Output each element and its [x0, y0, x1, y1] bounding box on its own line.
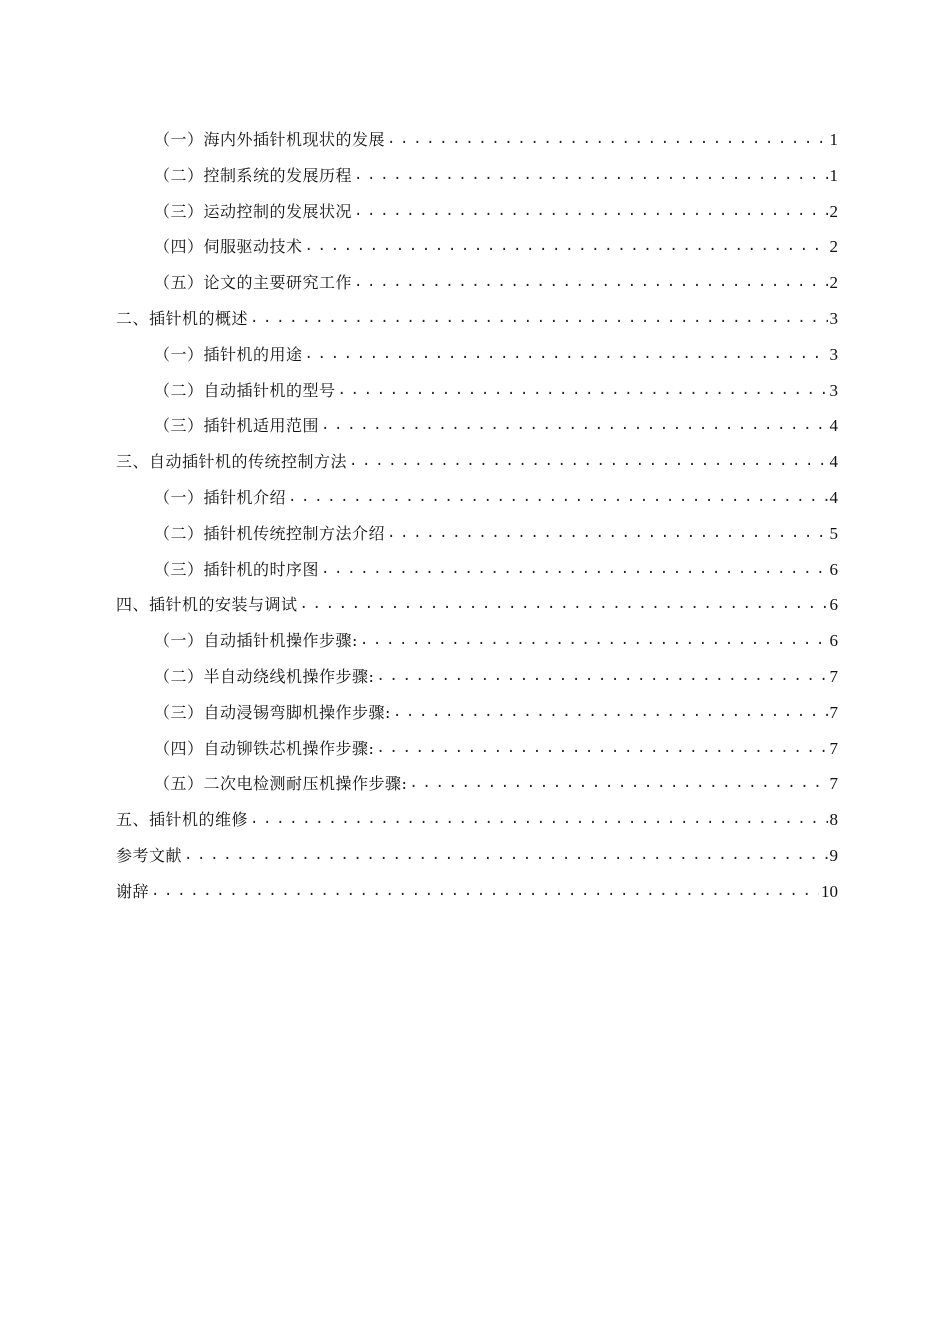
- toc-entry-title: （二）自动插针机的型号: [154, 380, 336, 400]
- toc-dot-leader: [387, 516, 827, 552]
- toc-entry[interactable]: [116, 444, 838, 480]
- toc-dot-leader: [376, 731, 827, 767]
- toc-dot-leader: [354, 158, 827, 194]
- toc-entry-title: （二）插针机传统控制方法介绍: [154, 523, 386, 543]
- toc-entry-title: （一）插针机的用途: [154, 344, 303, 364]
- toc-entry[interactable]: [116, 408, 838, 444]
- toc-entry[interactable]: [116, 373, 838, 409]
- table-of-contents: [116, 122, 838, 910]
- toc-entry[interactable]: [116, 480, 838, 516]
- toc-entry[interactable]: [116, 516, 838, 552]
- toc-entry-page: 1: [829, 130, 838, 149]
- toc-entry-page: 6: [829, 595, 838, 615]
- toc-entry-page: 4: [829, 452, 838, 472]
- toc-entry-page: 2: [829, 273, 838, 293]
- toc-dot-leader: [305, 229, 828, 265]
- toc-entry-page: 6: [829, 631, 838, 651]
- toc-entry[interactable]: [116, 337, 838, 373]
- toc-dot-leader: [354, 265, 827, 301]
- toc-entry-title: （三）运动控制的发展状况: [154, 201, 353, 221]
- toc-entry-page: 3: [829, 380, 838, 400]
- toc-entry[interactable]: [116, 802, 838, 838]
- toc-entry-page: 3: [829, 308, 838, 328]
- toc-entry-page: 1: [829, 165, 838, 185]
- toc-dot-leader: [184, 838, 827, 874]
- toc-dot-leader: [360, 623, 828, 659]
- toc-entry-title: 参考文献: [116, 845, 183, 865]
- toc-entry-page: 7: [829, 738, 838, 758]
- toc-entry-page: 4: [829, 416, 838, 436]
- toc-entry-title: （三）插针机的时序图: [154, 559, 320, 579]
- toc-entry-page: 6: [829, 559, 838, 579]
- toc-entry-title: （二）控制系统的发展历程: [154, 165, 353, 185]
- toc-entry[interactable]: [116, 838, 838, 874]
- toc-entry-page: 9: [829, 845, 838, 865]
- toc-entry-title: （三）自动浸锡弯脚机操作步骤:: [154, 702, 391, 722]
- toc-entry-title: （五）二次电检测耐压机操作步骤:: [154, 774, 408, 794]
- toc-entry-title: （一）插针机介绍: [154, 487, 287, 507]
- toc-dot-leader: [376, 659, 827, 695]
- toc-entry[interactable]: [116, 229, 838, 265]
- toc-entry-page: 3: [829, 344, 838, 364]
- toc-dot-leader: [305, 337, 828, 373]
- toc-entry-title: （一）自动插针机操作步骤:: [154, 631, 358, 651]
- toc-entry[interactable]: [116, 158, 838, 194]
- toc-entry[interactable]: [116, 301, 838, 337]
- toc-entry-title: （四）伺服驱动技术: [154, 237, 303, 257]
- toc-dot-leader: [387, 122, 827, 158]
- toc-dot-leader: [393, 695, 828, 731]
- toc-entry-title: 四、插针机的安装与调试: [116, 595, 298, 615]
- toc-dot-leader: [354, 194, 827, 230]
- toc-entry[interactable]: [116, 552, 838, 588]
- toc-dot-leader: [300, 587, 828, 623]
- toc-entry-page: 2: [829, 237, 838, 257]
- toc-entry-title: 三、自动插针机的传统控制方法: [116, 452, 348, 472]
- toc-dot-leader: [288, 480, 827, 516]
- toc-entry[interactable]: [116, 265, 838, 301]
- toc-dot-leader: [250, 802, 827, 838]
- toc-entry[interactable]: [116, 587, 838, 623]
- toc-dot-leader: [151, 874, 819, 910]
- toc-entry[interactable]: [116, 695, 838, 731]
- toc-entry-title: （四）自动铆铁芯机操作步骤:: [154, 738, 375, 758]
- toc-entry-page: 2: [829, 201, 838, 221]
- toc-entry-page: 8: [829, 810, 838, 830]
- toc-entry-page: 7: [829, 774, 838, 794]
- toc-entry-page: 5: [829, 523, 838, 543]
- toc-entry[interactable]: [116, 874, 838, 910]
- toc-dot-leader: [338, 373, 828, 409]
- toc-entry-title: （一）海内外插针机现状的发展: [154, 130, 386, 149]
- toc-entry[interactable]: [116, 623, 838, 659]
- toc-entry-page: 4: [829, 487, 838, 507]
- toc-entry[interactable]: [116, 731, 838, 767]
- toc-dot-leader: [409, 766, 827, 802]
- toc-entry-title: （二）半自动绕线机操作步骤:: [154, 666, 375, 686]
- toc-dot-leader: [321, 552, 827, 588]
- toc-dot-leader: [321, 408, 827, 444]
- toc-entry[interactable]: [116, 766, 838, 802]
- toc-entry-title: 五、插针机的维修: [116, 810, 249, 830]
- toc-dot-leader: [349, 444, 827, 480]
- toc-entry-page: 7: [829, 666, 838, 686]
- toc-entry[interactable]: [116, 122, 838, 158]
- toc-entry-title: 谢辞: [116, 881, 150, 901]
- toc-entry-page: 10: [821, 881, 838, 901]
- toc-entry-title: （三）插针机适用范围: [154, 416, 320, 436]
- toc-dot-leader: [250, 301, 827, 337]
- toc-entry-page: 7: [829, 702, 838, 722]
- toc-entry-title: 二、插针机的概述: [116, 308, 249, 328]
- toc-entry[interactable]: [116, 659, 838, 695]
- toc-entry-title: （五）论文的主要研究工作: [154, 273, 353, 293]
- toc-entry[interactable]: [116, 194, 838, 230]
